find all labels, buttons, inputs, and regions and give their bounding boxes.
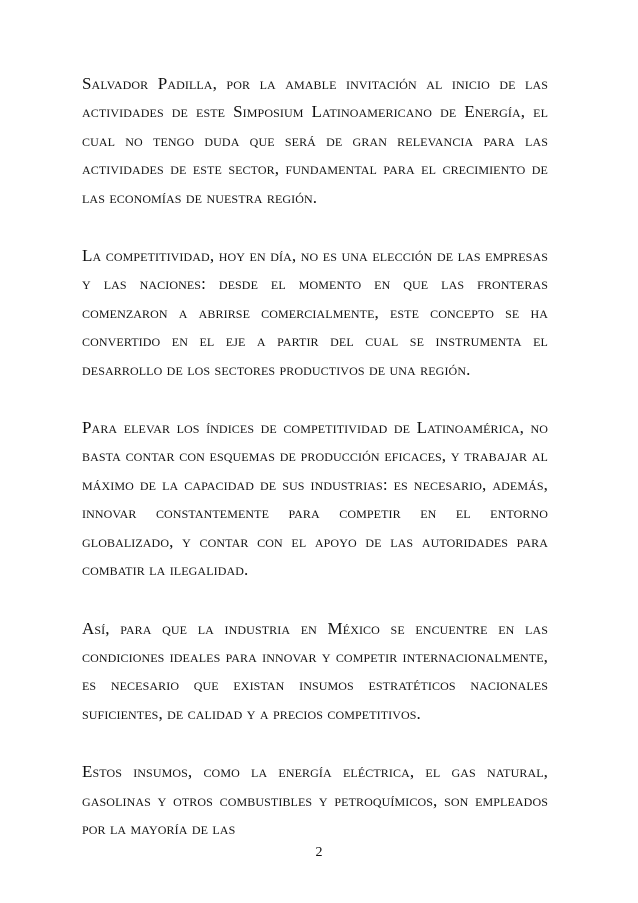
page-number: 2 [315,845,323,860]
paragraph-4: Así, para que la industria en México se encuentre en las condiciones ideales para innovar y competir internacionalmente, es necesario que existan insumos estratéticos nacionales suficientes, de calidad y a precios competitivos. [82,618,548,723]
paragraph-2: La competitividad, hoy en día, no es una elección de las empresas y las naciones: desde el momento en que las fronteras comenzaron a abrirse comercialmente, este concepto se ha convertido en el eje a partir del cual se instrumenta el desarrollo de los sectores productivos de una región. [82,246,548,379]
paragraph-5: Estos insumos, como la energía eléctrica, el gas natural, gasolinas y otros combustibles y petroquímicos, son empleados por la mayoría de las [82,762,548,838]
body-text [82,70,548,873]
paragraph-1: Salvador Padilla, por la amable invitación al inicio de las actividades de este Simposium Latinoamericano de Energía, el cual no tengo duda que será de gran relevancia para las actividades de este sector, fundamental para el crecimiento de las economías de nuestra región. [82,74,548,207]
paragraph-3: Para elevar los índices de competitividad de Latinoamérica, no basta contar con esquemas de producción eficaces, y trabajar al máximo de la capacidad de sus industrias: es necesario, además, innovar constantemente para competir en el entorno globalizado, y contar con el apoyo de las autoridades para combatir la ilegalidad. [82,418,548,580]
